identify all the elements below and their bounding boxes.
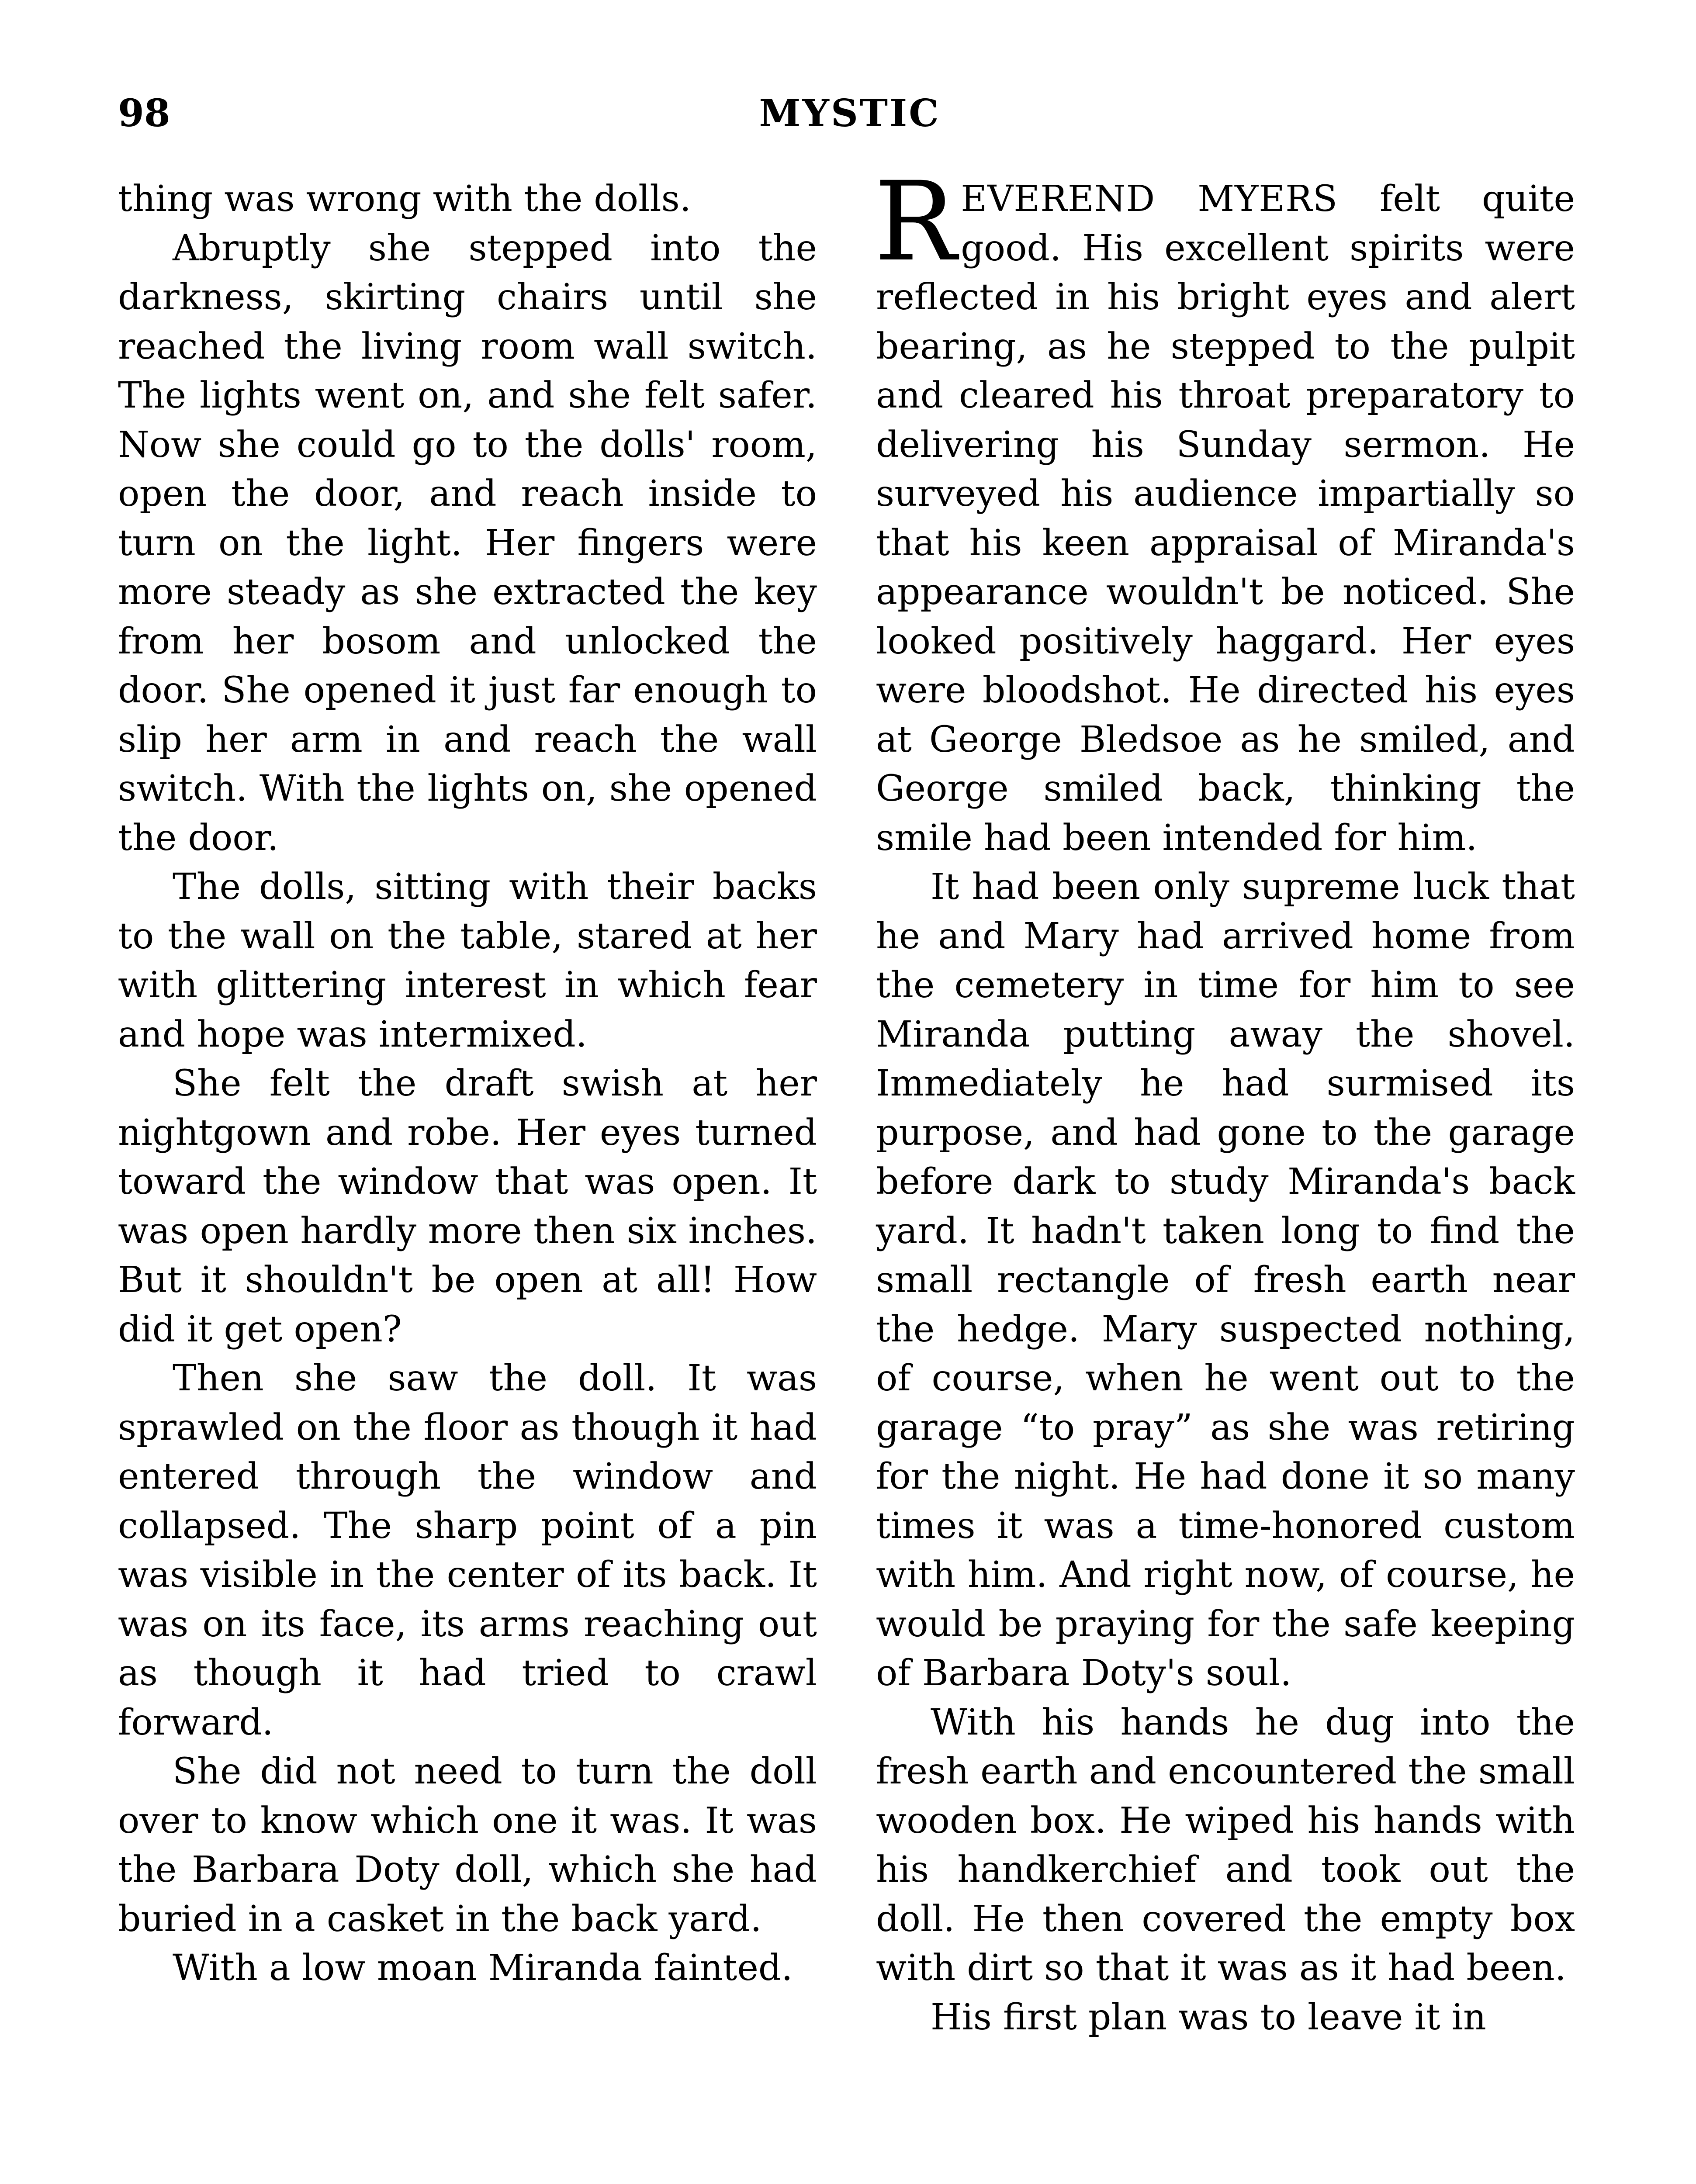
right-column	[874, 158, 1575, 2184]
opening-text: felt quite good. His excellent spirits were reflected in his bright eyes and alert bearing, as he stepped to the pulpit and cleared his throat preparatory to delivering his Sunday sermon. He surveyed his audience impartially so that his keen appraisal of Miranda's appearance wouldn't be noticed. She looked positively haggard. Her eyes were bloodshot. He directed his eyes at George Bledsoe as he smiled, and George smiled back, thinking the smile had been intended for him.	[876, 178, 1575, 859]
paragraph: With his hands he dug into the fresh earth and encountered the small wooden box. He wiped his hands with his handkerchief and took out the doll. He then covered the empty box with dirt so that it was as it had been.	[876, 1701, 1575, 1989]
paragraph: It had been only supreme luck that he and Mary had arrived home from the cemetery in time for him to see Miranda putting away the shovel. Immediately he had surmised its purpose, and had gone to the garage before dark to study Miranda's back yard. It hadn't taken long to find the small rectangle of fresh earth near the hedge. Mary suspected nothing, of course, when he went out to the garage “to pray” as she was retiring for the night. He had done it so many times it was a time-honored custom with him. And right now, of course, he would be praying for the safe keeping of Barbara Doty's soul.	[876, 866, 1575, 1694]
drop-cap: R	[874, 158, 957, 285]
page-number: 98	[118, 91, 170, 135]
running-title: MYSTIC	[759, 91, 941, 135]
paragraph: thing was wrong with the dolls.	[118, 178, 691, 220]
paragraph: Abruptly she stepped into the darkness, skirting chairs until she reached the living room wall switch. The lights went on, and she felt safer. Now she could go to the dolls' room, open the door, and reach inside to turn on the light. Her fingers were more steady as she extracted the key from her bosom and unlocked the door. She opened it just far enough to slip her arm in and reach the wall switch. With the lights on, she opened the door.	[118, 227, 817, 859]
opening-paragraph	[874, 158, 1575, 863]
paragraph: His first plan was to leave it in	[931, 1996, 1486, 2038]
page-header	[118, 87, 1582, 140]
opening-caps: EVEREND MYERS	[961, 178, 1338, 220]
paragraph: Then she saw the doll. It was sprawled on the floor as though it had entered through the window and collapsed. The sharp point of a pin was visible in the center of its back. It was on its face, its arms reaching out as though it had tried to crawl forward.	[118, 1358, 817, 1743]
paragraph: She felt the draft swish at her nightgown and robe. Her eyes turned toward the window that was open. It was open hardly more then six inches. But it shouldn't be open at all! How did it get open?	[118, 1063, 817, 1350]
left-column	[118, 175, 817, 2184]
paragraph: With a low moan Miranda fainted.	[173, 1947, 793, 1989]
paragraph: She did not need to turn the doll over to know which one it was. It was the Barbara Doty doll, which she had buried in a casket in the back yard.	[118, 1751, 817, 1940]
paragraph: The dolls, sitting with their backs to the wall on the table, stared at her with glittering interest in which fear and hope was intermixed.	[118, 866, 817, 1055]
